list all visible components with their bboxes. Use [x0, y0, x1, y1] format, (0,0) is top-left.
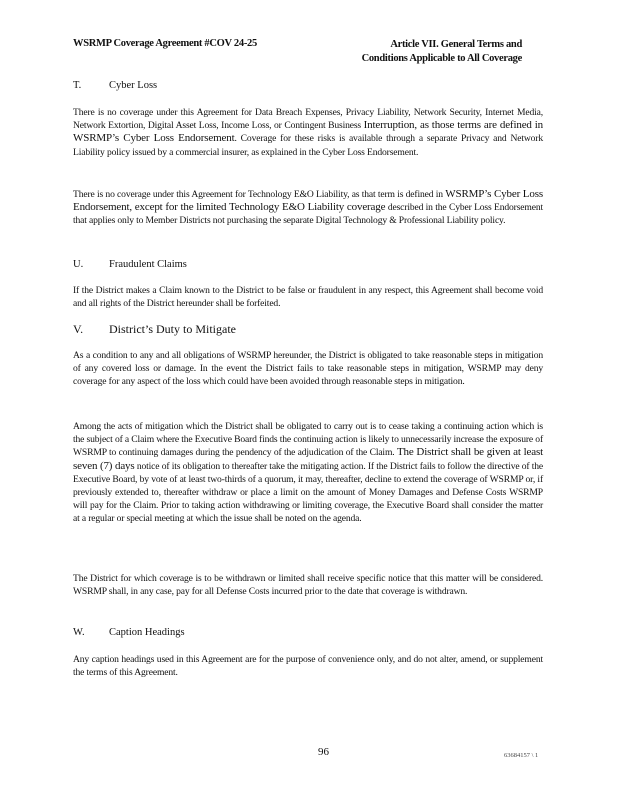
paragraph-text: notice of its obligation to thereafter take the mitigating action. If the District fails to follow the directive of the Executive Board, by vote of at least two-thirds of a quorum, it may, thereafter, decline to extend the coverage of WSRMP or, if previously extended to, thereafter withdraw or place a limit on the amount of Money Damages and Defense Costs WSRMP will pay for the Claim. Prior to taking action withdrawing or limiting coverage, the Executive Board shall consider the matter at a regular or special meeting at which the issue shall be noted on the agenda.: [73, 460, 544, 525]
paragraph-text: described in the Cyber Loss Endorsement that applies only to Member Districts not purchasing the separate Digital Technology & Professional Liability policy.: [73, 202, 544, 227]
document-code: 63684157 \ 1: [504, 752, 539, 759]
header-article-title: [362, 38, 522, 66]
paragraph-fraudulent-claims: [73, 284, 543, 310]
header-article-line-2: Conditions Applicable to All Coverage: [361, 53, 522, 64]
page-number: 96: [318, 746, 329, 758]
section-title: District’s Duty to Mitigate: [109, 322, 236, 336]
paragraph-cyber-loss-1: [73, 106, 543, 159]
paragraph-text-emphasis: The District shall be given at least seven (7) days: [73, 446, 544, 472]
paragraph-text: As a condition to any and all obligations of WSRMP hereunder, the District is obligated to take reasonable steps in mitigation of any covered loss or damage. In the event the District fails to take reasonable steps in mitigation, WSRMP may deny coverage for any aspect of the loss which could have been avoided through reasonable steps in mitigation.: [73, 350, 543, 388]
header-article-line-1: Article VII. General Terms and: [390, 39, 522, 50]
paragraph-text-emphasis: Interruption, as those terms are defined in WSRMP’s Cyber Loss Endorsement: [73, 119, 544, 145]
section-heading-u: [73, 259, 187, 270]
paragraph-text: The District for which coverage is to be withdrawn or limited shall receive specific notice that this matter will be considered. WSRMP shall, in any case, pay for all Defense Costs incurred prior to the date that coverage is withdrawn.: [73, 573, 543, 598]
paragraph-text-emphasis: WSRMP’s Cyber Loss Endorsement, except for the limited Technology E&O Liability coverage: [73, 188, 543, 214]
section-letter: U.: [73, 259, 84, 270]
paragraph-caption-headings: [73, 653, 543, 679]
section-title: Caption Headings: [109, 627, 185, 638]
paragraph-mitigate-2: [73, 420, 543, 526]
paragraph-mitigate-1: [73, 349, 543, 389]
section-heading-t: [73, 80, 157, 91]
paragraph-text: Among the acts of mitigation which the District shall be obligated to carry out is to cease taking a continuing action which is the subject of a Claim where the Executive Board finds the continuing action is likely to unnecessarily increase the exposure of WSRMP to continuing damages during the pendency of the adjudication of the Claim.: [73, 421, 543, 459]
paragraph-text: . Coverage for these risks is available through a separate Privacy and Network Liability policy issued by a commercial insurer, as explained in the Cyber Loss Endorsement.: [73, 133, 543, 158]
paragraph-text: Any caption headings used in this Agreement are for the purpose of convenience only, and do not alter, amend, or supplement the terms of this Agreement.: [73, 654, 543, 679]
section-title: Cyber Loss: [109, 80, 158, 91]
section-heading-v: [73, 322, 236, 337]
section-letter: T.: [73, 80, 82, 91]
section-letter: W.: [73, 627, 85, 638]
paragraph-text: There is no coverage under this Agreement for Data Breach Expenses, Privacy Liability, Network Security, Internet Media, Network Extortion, Digital Asset Loss, Income Loss, or Contingent Business: [73, 107, 543, 132]
paragraph-cyber-loss-2: [73, 188, 543, 228]
section-title: Fraudulent Claims: [109, 259, 187, 270]
paragraph-mitigate-3: [73, 572, 543, 598]
paragraph-text: If the District makes a Claim known to the District to be false or fraudulent in any respect, this Agreement shall become void and all rights of the District hereunder shall be forfeited.: [73, 285, 543, 310]
paragraph-text: There is no coverage under this Agreement for Technology E&O Liability, as that term is defined in: [73, 189, 443, 200]
section-heading-w: [73, 627, 185, 638]
section-letter: V.: [73, 322, 84, 336]
header-agreement-title: WSRMP Coverage Agreement #COV 24-25: [73, 38, 257, 49]
